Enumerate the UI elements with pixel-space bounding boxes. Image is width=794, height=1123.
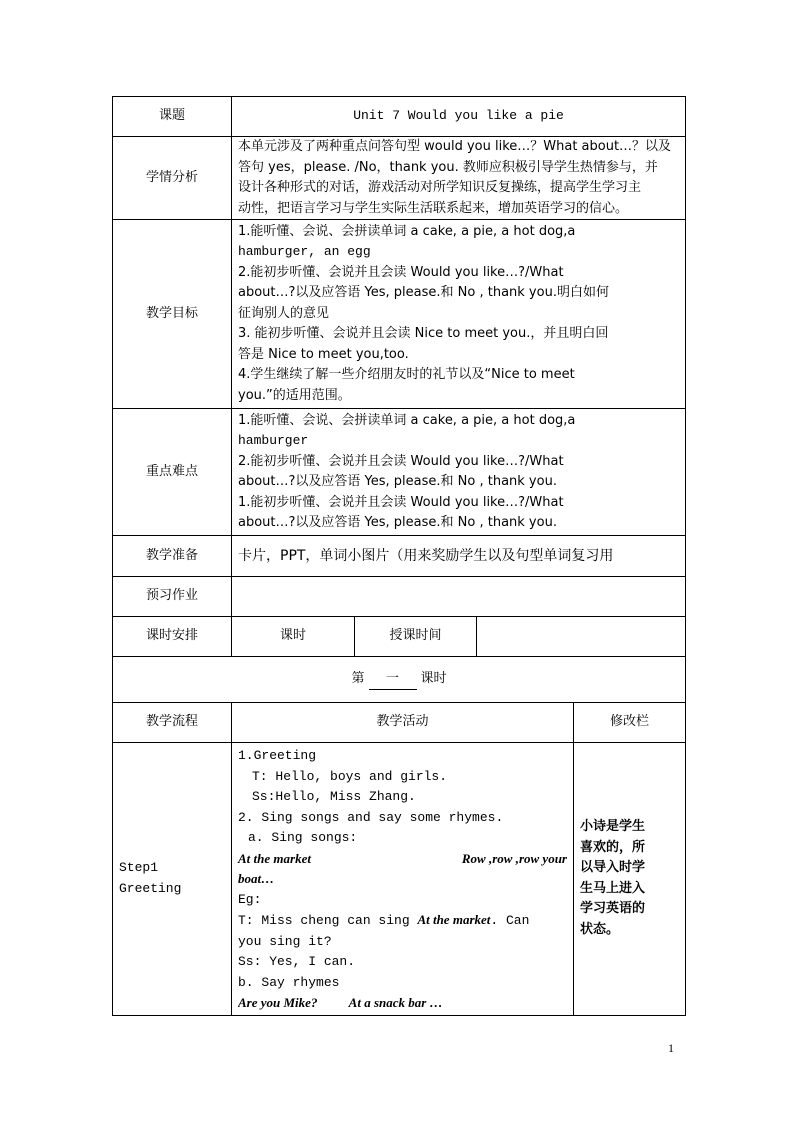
- keypoint-line: 1.能听懂、会说、会拼读单词 a cake, a pie, a hot dog,a: [238, 412, 576, 428]
- revision-header: 修改栏: [574, 703, 686, 743]
- activity-line: b. Say rhymes: [238, 974, 340, 990]
- activity-text: T: Miss cheng can sing: [238, 913, 418, 928]
- preview-value: [232, 577, 686, 617]
- keypoints-content: [232, 409, 686, 536]
- analysis-line: 动性，把语言学习与学生实际生活联系起来，增加英语学习的信心。: [238, 200, 629, 216]
- analysis-line: 答句 yes，please. /No，thank you. 教师应积极引导学生热情参与，并: [238, 159, 658, 175]
- step-subtitle: Greeting: [119, 880, 182, 896]
- activity-line: T: Hello, boys and girls.: [252, 768, 448, 784]
- objective-line: you.”的适用范围。: [238, 387, 351, 403]
- activity-line: boat…: [238, 871, 275, 886]
- row-preparation: [113, 536, 686, 577]
- rhyme-title: At a snack bar …: [348, 995, 443, 1010]
- activity-line: a. Sing songs:: [248, 830, 358, 845]
- period-label: 课时: [232, 617, 355, 657]
- page-number: 1: [668, 1041, 674, 1055]
- keypoint-line: about…?以及应答语 Yes, please.和 No , thank you.: [238, 474, 557, 489]
- objective-line: 答是 Nice to meet you,too.: [238, 346, 409, 362]
- remark-line: 喜欢的，所: [580, 839, 646, 855]
- row-step1: [113, 743, 686, 1016]
- step1-name: [113, 743, 232, 1016]
- row-objectives: [113, 220, 686, 409]
- objective-line: 3. 能初步听懂、会说并且会读 Nice to meet you.，并且明白回: [238, 326, 609, 342]
- activity-line: you sing it?: [238, 933, 332, 949]
- objective-line: 征询别人的意见: [238, 305, 330, 321]
- analysis-line: 本单元涉及了两种重点问答句型 would you like…？What about…？以及: [238, 139, 672, 154]
- song-title: Row ,row ,row your: [461, 850, 567, 866]
- topic-value: Unit 7 Would you like a pie: [232, 97, 686, 137]
- step-title: Step1: [119, 860, 159, 876]
- session-prefix: 第: [351, 670, 365, 686]
- objectives-content: [232, 220, 686, 409]
- analysis-content: [232, 137, 686, 220]
- activity-line: 2. Sing songs and say some rhymes.: [238, 809, 504, 825]
- keypoints-label: 重点难点: [113, 409, 232, 536]
- activity-header: 教学活动: [232, 703, 574, 743]
- activity-line-rhymes: [238, 993, 567, 1015]
- objective-line: hamburger, an egg: [238, 244, 371, 260]
- teaching-time-label: 授课时间: [355, 617, 477, 657]
- activity-line: Ss: Yes, I can.: [238, 954, 356, 969]
- step1-activity: [232, 743, 574, 1016]
- objective-line: 1.能听懂、会说、会拼读单词 a cake, a pie, a hot dog,a: [238, 223, 576, 239]
- row-preview: [113, 577, 686, 617]
- objective-line: about…?以及应答语 Yes, please.和 No , thank you.明白如何: [238, 285, 609, 301]
- keypoint-line: about…?以及应答语 Yes, please.和 No , thank you.: [238, 515, 557, 530]
- session-heading: [113, 657, 686, 703]
- analysis-label: 学情分析: [113, 137, 232, 220]
- keypoint-line: 2.能初步听懂、会说并且会读 Would you like…?/What: [238, 453, 564, 469]
- activity-text: . Can: [490, 913, 530, 928]
- preview-label: 预习作业: [113, 577, 232, 617]
- remark-line: 学习英语的: [580, 901, 646, 917]
- objectives-label: 教学目标: [113, 220, 232, 409]
- song-title: At the market: [417, 912, 491, 927]
- song-title: At the market: [238, 850, 311, 866]
- step1-remark: [574, 743, 686, 1016]
- activity-line: Eg:: [238, 891, 262, 907]
- analysis-line: 设计各种形式的对话，游戏活动对所学知识反复操练，提高学生学习主: [238, 180, 642, 195]
- keypoint-line: 1.能初步听懂、会说并且会读 Would you like…?/What: [238, 494, 564, 510]
- remark-line: 以导入时学: [580, 860, 646, 876]
- preparation-label: 教学准备: [113, 536, 232, 577]
- row-flow-header: [113, 703, 686, 743]
- session-number: 一: [369, 669, 417, 691]
- keypoint-line: hamburger: [238, 433, 309, 448]
- remark-line: 状态。: [580, 921, 620, 937]
- row-analysis: [113, 137, 686, 220]
- activity-line-songs: [238, 849, 567, 870]
- row-topic: [113, 97, 686, 137]
- row-session: [113, 657, 686, 703]
- teaching-time-value: [477, 617, 686, 657]
- schedule-label: 课时安排: [113, 617, 232, 657]
- activity-line: [238, 910, 567, 932]
- row-keypoints: [113, 409, 686, 536]
- objective-line: 4.学生继续了解一些介绍朋友时的礼节以及“Nice to meet: [238, 367, 575, 383]
- topic-label: 课题: [113, 97, 232, 137]
- objective-line: 2.能初步听懂、会说并且会读 Would you like…?/What: [238, 264, 564, 280]
- remark-line: 小诗是学生: [580, 819, 646, 835]
- row-schedule: [113, 617, 686, 657]
- remark-line: 生马上进入: [580, 880, 646, 896]
- lesson-plan-table: [112, 96, 686, 1016]
- activity-line: Ss:Hello, Miss Zhang.: [252, 789, 416, 804]
- rhyme-title: Are you Mike?: [238, 995, 318, 1010]
- process-header: 教学流程: [113, 703, 232, 743]
- preparation-value: 卡片，PPT，单词小图片（用来奖励学生以及句型单词复习用: [232, 536, 686, 577]
- session-suffix: 课时: [420, 670, 447, 686]
- activity-line: 1.Greeting: [238, 748, 317, 763]
